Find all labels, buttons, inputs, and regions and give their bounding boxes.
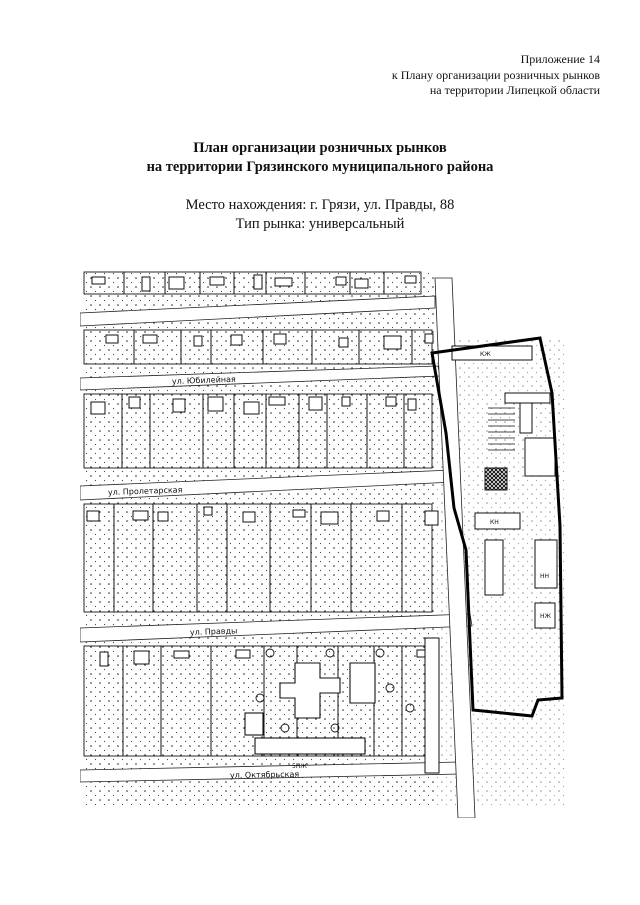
cadastral-map xyxy=(80,258,570,818)
house xyxy=(169,277,184,289)
market-type: Тип рынка: универсальный xyxy=(235,216,405,232)
house xyxy=(100,652,108,666)
house xyxy=(204,507,212,515)
house xyxy=(405,276,416,283)
house xyxy=(210,277,224,285)
house xyxy=(293,510,305,517)
house xyxy=(274,334,286,344)
building-label-nzh: НЖ xyxy=(540,613,551,620)
building-label-kn: КН xyxy=(490,519,499,526)
market-info xyxy=(0,196,640,234)
house xyxy=(384,336,401,349)
street-label-oktyabrskaya: ул. Октябрьская xyxy=(229,769,300,780)
house xyxy=(142,277,150,291)
street-label-pravdy: ул. Правды xyxy=(189,626,238,637)
house xyxy=(208,397,223,411)
house xyxy=(342,397,350,406)
house xyxy=(129,397,140,408)
house xyxy=(377,511,389,521)
house xyxy=(236,650,250,658)
house xyxy=(336,277,346,285)
market-location: Место нахождения: г. Грязи, ул. Правды, 88 xyxy=(185,197,455,213)
house xyxy=(269,397,285,405)
house xyxy=(243,512,255,522)
house xyxy=(386,397,396,406)
title-line-1: План организации розничных рынков xyxy=(193,140,447,156)
house xyxy=(87,511,99,521)
house xyxy=(231,335,242,345)
appendix-region: на территории Липецкой области xyxy=(429,83,600,97)
house xyxy=(173,399,185,412)
building-label-5nzh: 5НЖ xyxy=(292,763,307,770)
house xyxy=(309,397,322,410)
house xyxy=(158,512,168,521)
building-label-kh: КЖ xyxy=(480,351,491,358)
street-label-proletarskaya: ул. Пролетарская xyxy=(107,485,183,497)
house xyxy=(408,399,416,410)
house xyxy=(106,335,118,343)
title-line-2: на территории Грязинского муниципального района xyxy=(146,159,494,175)
document-title xyxy=(0,139,640,177)
house xyxy=(143,335,157,343)
street-label-yubileynaya: ул. Юбилейная xyxy=(171,374,236,386)
house xyxy=(133,511,148,520)
appendix-number: Приложение 14 xyxy=(520,52,600,66)
appendix-header xyxy=(392,52,600,99)
house xyxy=(92,277,105,284)
house xyxy=(425,511,438,525)
hatched-structure xyxy=(485,468,507,490)
house xyxy=(174,651,189,658)
house xyxy=(339,338,348,347)
house xyxy=(275,278,292,286)
cadastral-map-drawing xyxy=(80,258,570,818)
house xyxy=(91,402,105,414)
house xyxy=(244,402,259,414)
house xyxy=(194,336,202,346)
house xyxy=(321,512,338,524)
appendix-reference: к Плану организации розничных рынков xyxy=(391,67,600,82)
house xyxy=(425,334,433,343)
house xyxy=(134,651,149,664)
building-label-nn: НН xyxy=(540,573,550,580)
house xyxy=(254,275,262,289)
house xyxy=(355,279,368,288)
